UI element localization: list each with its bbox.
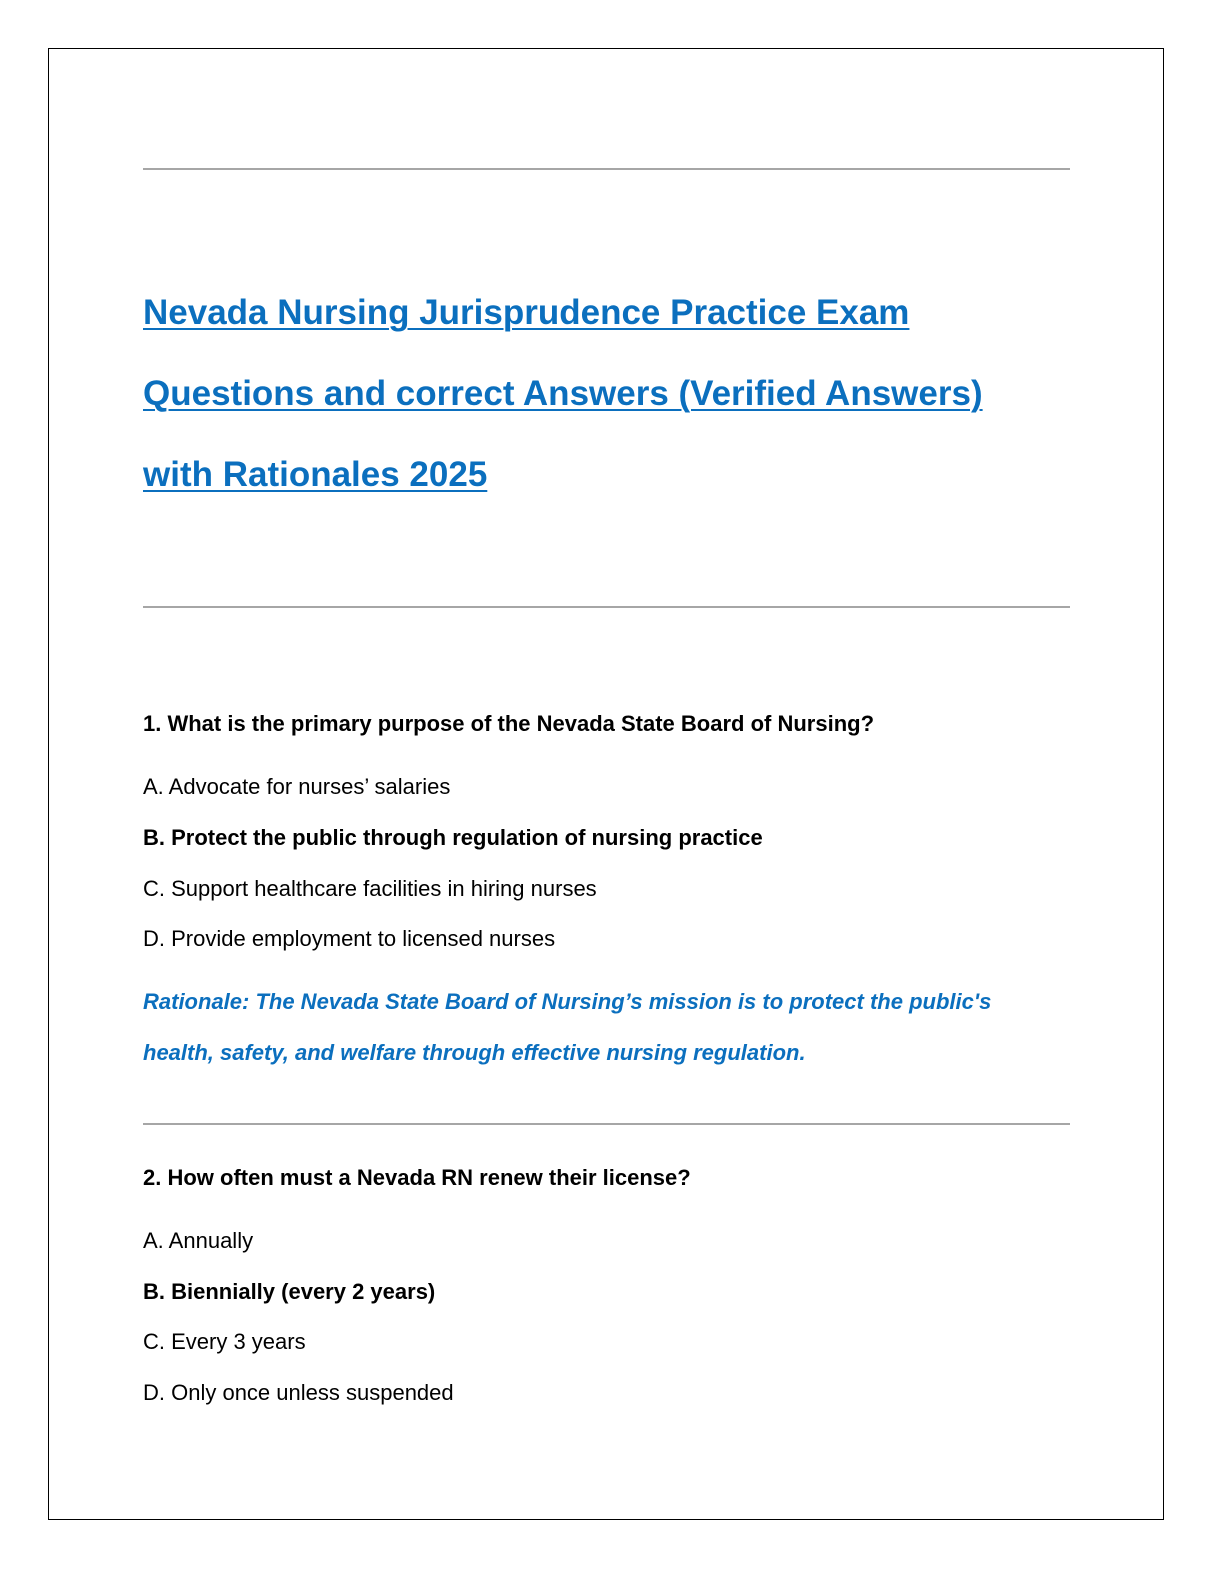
question-1-option-b-correct: B. Protect the public through regulation of nursing practice xyxy=(143,825,763,850)
question-2-option-b-correct: B. Biennially (every 2 years) xyxy=(143,1279,436,1304)
question-2-option-a: A. Annually xyxy=(143,1228,254,1253)
question-2-prompt: 2. How often must a Nevada RN renew their license? xyxy=(143,1165,691,1190)
question-1-rationale-line-1: Rationale: The Nevada State Board of Nursing’s mission is to protect the public's xyxy=(143,989,992,1014)
divider-top xyxy=(143,168,1070,170)
question-1-option-d: D. Provide employment to licensed nurses xyxy=(143,926,556,951)
divider-after-title xyxy=(143,606,1070,608)
question-2-option-d: D. Only once unless suspended xyxy=(143,1380,454,1405)
title-line-3: with Rationales 2025 xyxy=(143,455,488,494)
question-1-option-c: C. Support healthcare facilities in hiring nurses xyxy=(143,876,597,901)
title-line-2: Questions and correct Answers (Verified Answers) xyxy=(143,374,983,413)
question-1-rationale-line-2: health, safety, and welfare through effective nursing regulation. xyxy=(143,1040,806,1065)
question-1-prompt: 1. What is the primary purpose of the Nevada State Board of Nursing? xyxy=(143,711,875,736)
document-title xyxy=(143,272,1103,515)
question-2-option-c: C. Every 3 years xyxy=(143,1329,306,1354)
question-1-option-a: A. Advocate for nurses’ salaries xyxy=(143,774,451,799)
divider-between-questions xyxy=(143,1123,1070,1125)
title-line-1: Nevada Nursing Jurisprudence Practice Exam xyxy=(143,293,910,332)
